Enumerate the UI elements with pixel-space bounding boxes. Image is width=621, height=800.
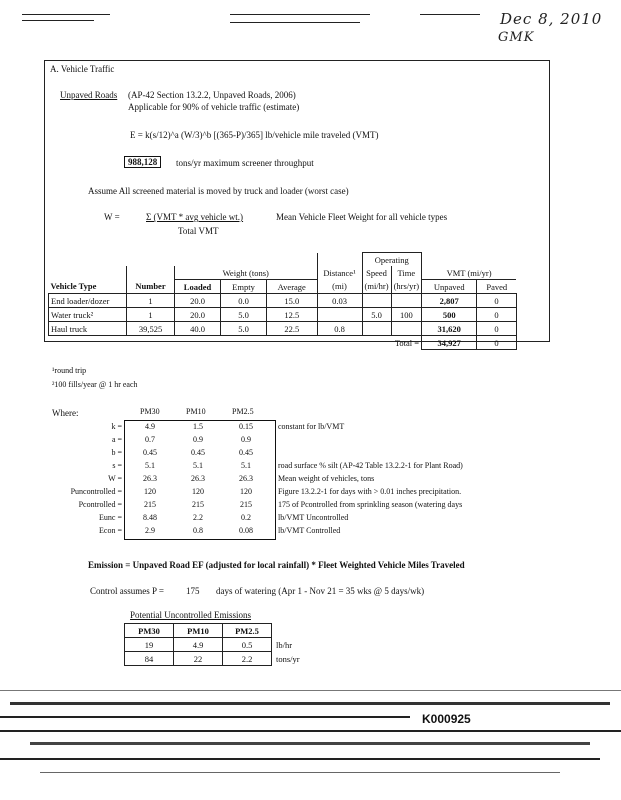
col-loaded: Loaded — [175, 280, 221, 294]
param-value: 215 — [144, 500, 156, 509]
unpaved-roads-ref: (AP-42 Section 13.2.2, Unpaved Roads, 2006) — [128, 90, 296, 100]
table-row: Haul truck 39,525 40.0 5.0 22.5 0.8 31,620 0 — [49, 322, 517, 336]
col-vehicle: Vehicle Type — [50, 281, 97, 292]
col-paved: Paved — [477, 280, 516, 294]
bates-number: K000925 — [422, 712, 471, 726]
param-value: 215 — [240, 500, 252, 509]
col-number: Number — [127, 280, 175, 294]
param-label: Pcontrolled = — [78, 500, 122, 509]
param-note: lb/VMT Controlled — [278, 526, 341, 535]
operating-header: Operating — [362, 253, 422, 267]
col-speed-unit: (mi/hr) — [362, 280, 391, 294]
assume-text: Assume All screened material is moved by truck and loader (worst case) — [88, 186, 349, 196]
param-value: 120 — [240, 487, 252, 496]
col-average: Average — [267, 280, 318, 294]
param-label: b = — [111, 448, 122, 457]
param-note: road surface % silt (AP-42 Table 13.2.2-1 for Plant Road) — [278, 461, 463, 470]
total-unpaved: 34,927 — [422, 336, 477, 350]
table-row: 84 22 2.2 tons/yr — [125, 652, 304, 666]
col-time-unit: (hrs/yr) — [391, 280, 422, 294]
param-value: 26.3 — [191, 474, 205, 483]
param-note: Mean weight of vehicles, tons — [278, 474, 375, 483]
param-value: 8.48 — [143, 513, 157, 522]
param-value: 0.2 — [241, 513, 251, 522]
param-note: lb/VMT Uncontrolled — [278, 513, 349, 522]
total-label: Total = — [394, 337, 420, 348]
col-distance: Distance¹ — [317, 266, 362, 280]
emission-equation: E = k(s/12)^a (W/3)^b [(365-P)/365] lb/vehicle mile traveled (VMT) — [130, 130, 379, 140]
col-distance-unit: (mi) — [317, 280, 362, 294]
param-label: s = — [112, 461, 122, 470]
param-value: 0.15 — [239, 422, 253, 431]
control-value: 175 — [186, 586, 200, 596]
param-value: 1.5 — [193, 422, 203, 431]
control-prefix: Control assumes P = — [90, 586, 164, 596]
param-label: a = — [111, 435, 122, 444]
w-denominator: Total VMT — [178, 226, 219, 236]
footnote-round-trip: ¹round trip — [52, 366, 87, 375]
param-value: 0.8 — [193, 526, 203, 535]
applicable-text: Applicable for 90% of vehicle traffic (estimate) — [128, 102, 300, 112]
param-value: 120 — [144, 487, 156, 496]
throughput-value: 988,128 — [124, 156, 161, 168]
total-paved: 0 — [477, 336, 516, 350]
table-row: End loader/dozer 1 20.0 0.0 15.0 0.03 2,807 0 — [49, 294, 517, 308]
param-value: 0.45 — [239, 448, 253, 457]
param-value: 120 — [192, 487, 204, 496]
throughput-text: tons/yr maximum screener throughput — [176, 158, 314, 168]
param-value: 5.1 — [241, 461, 251, 470]
param-value: 0.08 — [239, 526, 253, 535]
footnote-fills: ²100 fills/year @ 1 hr each — [52, 380, 138, 389]
param-label: Eunc = — [99, 513, 122, 522]
col-empty: Empty — [221, 280, 267, 294]
param-value: 2.2 — [193, 513, 203, 522]
param-header-pm10: PM10 — [186, 407, 206, 416]
param-value: 0.9 — [241, 435, 251, 444]
param-value: 0.45 — [191, 448, 205, 457]
param-value: 2.9 — [145, 526, 155, 535]
unpaved-roads-label: Unpaved Roads — [60, 90, 118, 100]
table-row: 19 4.9 0.5 lb/hr — [125, 638, 304, 652]
section-title: A. Vehicle Traffic — [50, 64, 115, 74]
w-numerator: Σ (VMT * avg vehicle wt.) — [146, 212, 244, 222]
handwritten-initials: GMK — [498, 30, 535, 45]
param-value: 5.1 — [193, 461, 203, 470]
weight-header: Weight (tons) — [175, 266, 318, 280]
col-unpaved: Unpaved — [422, 280, 477, 294]
param-value: 26.3 — [143, 474, 157, 483]
param-label: Puncontrolled = — [70, 487, 122, 496]
table-row: Water truck² 1 20.0 5.0 12.5 5.0 100 500 0 — [49, 308, 517, 322]
param-value: 26.3 — [239, 474, 253, 483]
vehicle-table — [48, 252, 517, 350]
param-header-pm25: PM2.5 — [232, 407, 254, 416]
potential-table: PM30 PM10 PM2.5 19 4.9 0.5 lb/hr 84 22 2.2 tons/yr — [124, 623, 304, 666]
param-value: 5.1 — [145, 461, 155, 470]
col-speed: Speed — [362, 266, 391, 280]
where-label: Where: — [52, 408, 79, 418]
param-value: 215 — [192, 500, 204, 509]
w-label: W = — [104, 212, 120, 222]
param-value: 0.45 — [143, 448, 157, 457]
param-value: 0.7 — [145, 435, 155, 444]
w-description: Mean Vehicle Fleet Weight for all vehicle types — [276, 212, 448, 222]
param-note: Figure 13.2.2-1 for days with > 0.01 inches precipitation. — [278, 487, 462, 496]
param-value: 0.9 — [193, 435, 203, 444]
param-label: Econ = — [99, 526, 122, 535]
handwritten-date: Dec 8, 2010 — [500, 10, 603, 28]
vmt-header: VMT (mi/yr) — [422, 266, 517, 280]
param-header-pm30: PM30 — [140, 407, 160, 416]
param-label: k = — [111, 422, 122, 431]
col-time: Time — [391, 266, 422, 280]
potential-title: Potential Uncontrolled Emissions — [130, 610, 251, 620]
param-label: W = — [108, 474, 122, 483]
emission-line: Emission = Unpaved Road EF (adjusted for local rainfall) * Fleet Weighted Vehicle Miles Traveled — [88, 560, 465, 570]
control-suffix: days of watering (Apr 1 - Nov 21 = 35 wks @ 5 days/wk) — [216, 586, 425, 596]
param-value: 4.9 — [145, 422, 155, 431]
param-note: constant for lb/VMT — [278, 422, 345, 431]
param-note: 175 of Pcontrolled from sprinkling season (watering days — [278, 500, 463, 509]
